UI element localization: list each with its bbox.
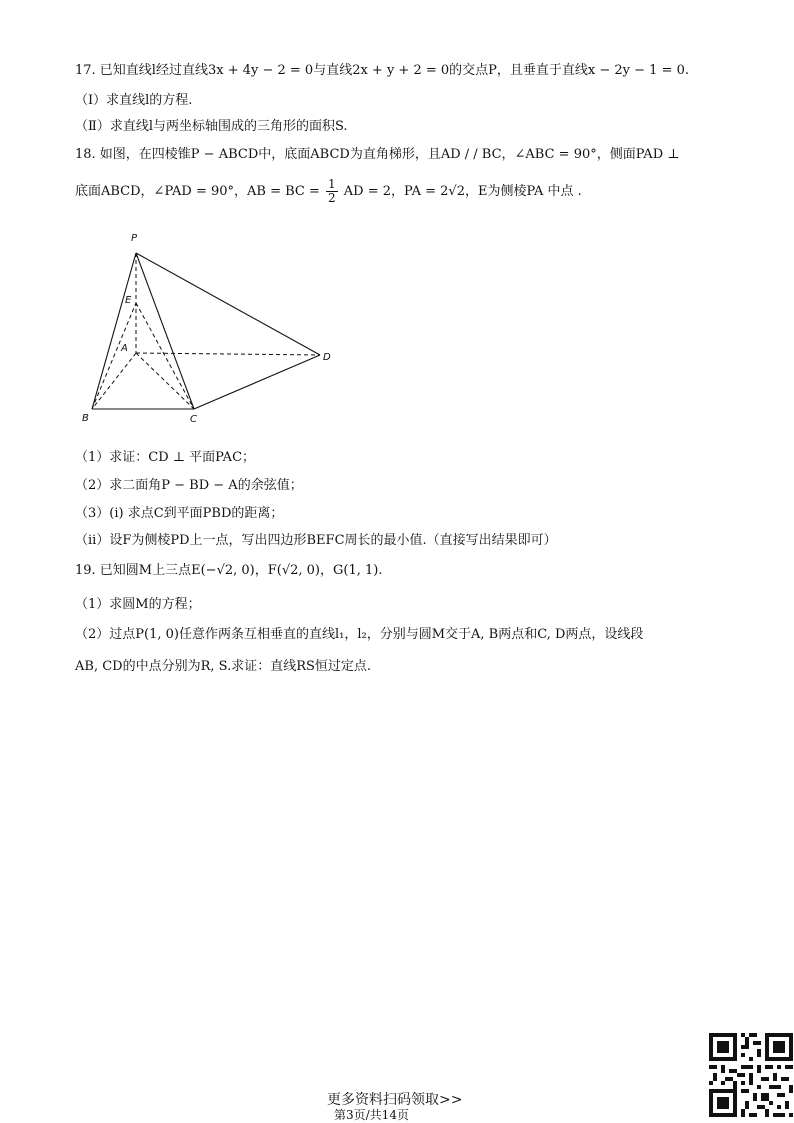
q18-part4: （ii）设F为侧棱PD上一点，写出四边形BEFC周长的最小值.（直接写出结果即可） <box>75 533 557 548</box>
one-half-fraction <box>326 178 338 205</box>
q17-stem: 17. 已知直线l经过直线3x + 4y − 2 = 0与直线2x + y + 2 = 0的交点P，且垂直于直线x − 2y − 1 = 0. <box>75 63 689 78</box>
label-B: B <box>82 413 89 424</box>
edge-PD <box>136 253 320 355</box>
pyramid-figure <box>70 225 340 425</box>
q19-part2-line1: （2）过点P(1, 0)任意作两条互相垂直的直线l₁，l₂，分别与圆M交于A, B两点和C, D两点，设线段 <box>75 627 644 642</box>
edge-PB <box>92 253 136 409</box>
footer-promo-link[interactable]: 更多资料扫码领取>> <box>327 1092 463 1108</box>
fraction-numerator: 1 <box>328 177 336 191</box>
q18-part2: （2）求二面角P − BD − A的余弦值； <box>75 478 303 493</box>
q18-part3: （3）(i) 求点C到平面PBD的距离； <box>75 506 284 521</box>
q17-part2: （Ⅱ）求直线l与两坐标轴围成的三角形的面积S. <box>75 119 348 134</box>
edge-AB <box>92 353 136 409</box>
q18-stem-line2 <box>75 178 582 205</box>
label-E: E <box>125 295 132 306</box>
q18-stem-line2-post: AD = 2，PA = 2√2，E为侧棱PA 中点 . <box>343 184 582 199</box>
label-C: C <box>190 414 197 425</box>
fraction-denominator: 2 <box>328 191 336 205</box>
edge-PC <box>136 253 194 409</box>
q19-stem: 19. 已知圆M上三点E(−√2, 0)，F(√2, 0)，G(1, 1). <box>75 563 383 578</box>
q17-part1: （Ⅰ）求直线l的方程. <box>75 93 193 108</box>
edge-CD <box>194 355 320 409</box>
label-P: P <box>131 233 138 244</box>
q18-stem-line1: 18. 如图，在四棱锥P − ABCD中，底面ABCD为直角梯形，且AD / / BC，∠ABC = 90°，侧面PAD ⊥ <box>75 147 680 162</box>
q18-stem-line2-pre: 底面ABCD，∠PAD = 90°，AB = BC = <box>75 184 320 199</box>
label-A: A <box>121 343 128 354</box>
segment-EC <box>136 303 194 409</box>
page-number: 第3页/共14页 <box>334 1108 409 1122</box>
label-D: D <box>323 352 331 363</box>
edge-AC <box>136 353 194 409</box>
q18-part1: （1）求证：CD ⊥ 平面PAC； <box>75 450 256 465</box>
segment-BE <box>92 303 136 409</box>
q19-part2-line2: AB, CD的中点分别为R, S.求证：直线RS恒过定点. <box>75 659 372 674</box>
q19-part1: （1）求圆M的方程； <box>75 597 201 612</box>
